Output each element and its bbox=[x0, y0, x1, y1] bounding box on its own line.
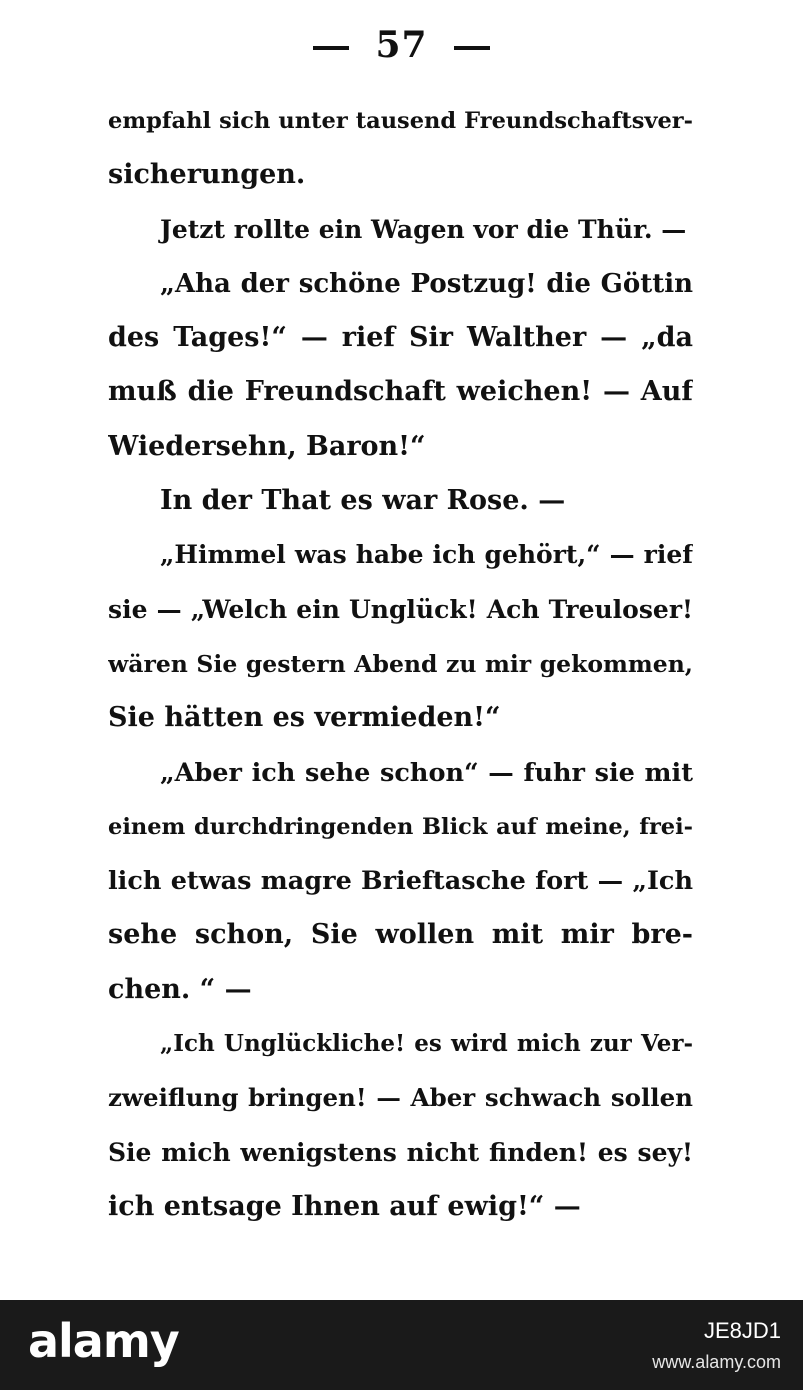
text-line: zweiflung bringen! — Aber schwach sollen bbox=[108, 1083, 693, 1113]
text-line: Jetzt rollte ein Wagen vor die Thür. — bbox=[160, 214, 687, 244]
text-line: In der That es war Rose. — bbox=[160, 485, 566, 517]
text-line: sie — „Welch ein Unglück! Ach Treuloser! bbox=[108, 594, 693, 624]
text-line: Sie hätten es vermieden!“ bbox=[108, 702, 501, 734]
text-line: des Tages!“ — rief Sir Walther — „da bbox=[108, 322, 693, 354]
text-line: Wiedersehn, Baron!“ bbox=[108, 430, 426, 462]
text-line: „Aha der schöne Postzug! die Göttin bbox=[160, 268, 693, 299]
alamy-logo: alamy bbox=[28, 1314, 179, 1368]
text-line: lich etwas magre Brieftasche fort — „Ich bbox=[108, 866, 693, 897]
watermark-site: www.alamy.com bbox=[652, 1352, 781, 1372]
text-line: sehe schon, Sie wollen mit mir bre- bbox=[108, 919, 693, 951]
text-line: einem durchdringenden Blick auf meine, frei- bbox=[108, 813, 693, 840]
text-line: „Himmel was habe ich gehört,“ — rief bbox=[160, 540, 693, 570]
text-line: ich entsage Ihnen auf ewig!“ — bbox=[108, 1190, 581, 1222]
text-line: Sie mich wenigstens nicht finden! es sey! bbox=[108, 1137, 693, 1167]
text-line: empfahl sich unter tausend Freundschaftsver- bbox=[108, 108, 693, 134]
header-dash-right bbox=[454, 46, 490, 50]
text-line: „Ich Unglückliche! es wird mich zur Ver- bbox=[160, 1030, 693, 1058]
stock-image-id: JE8JD1 bbox=[703, 1318, 781, 1343]
watermark-bar bbox=[0, 1300, 803, 1390]
body-text bbox=[108, 94, 693, 1234]
text-line: „Aber ich sehe schon“ — fuhr sie mit bbox=[160, 757, 693, 788]
text-line: wären Sie gestern Abend zu mir gekommen, bbox=[108, 649, 693, 678]
header-dash-left bbox=[313, 46, 349, 50]
page-number: 57 bbox=[375, 24, 428, 66]
page-header bbox=[0, 24, 803, 66]
text-line: chen. “ — bbox=[108, 973, 252, 1005]
text-line: sicherungen. bbox=[108, 159, 306, 191]
text-line: muß die Freundschaft weichen! — Auf bbox=[108, 376, 693, 408]
